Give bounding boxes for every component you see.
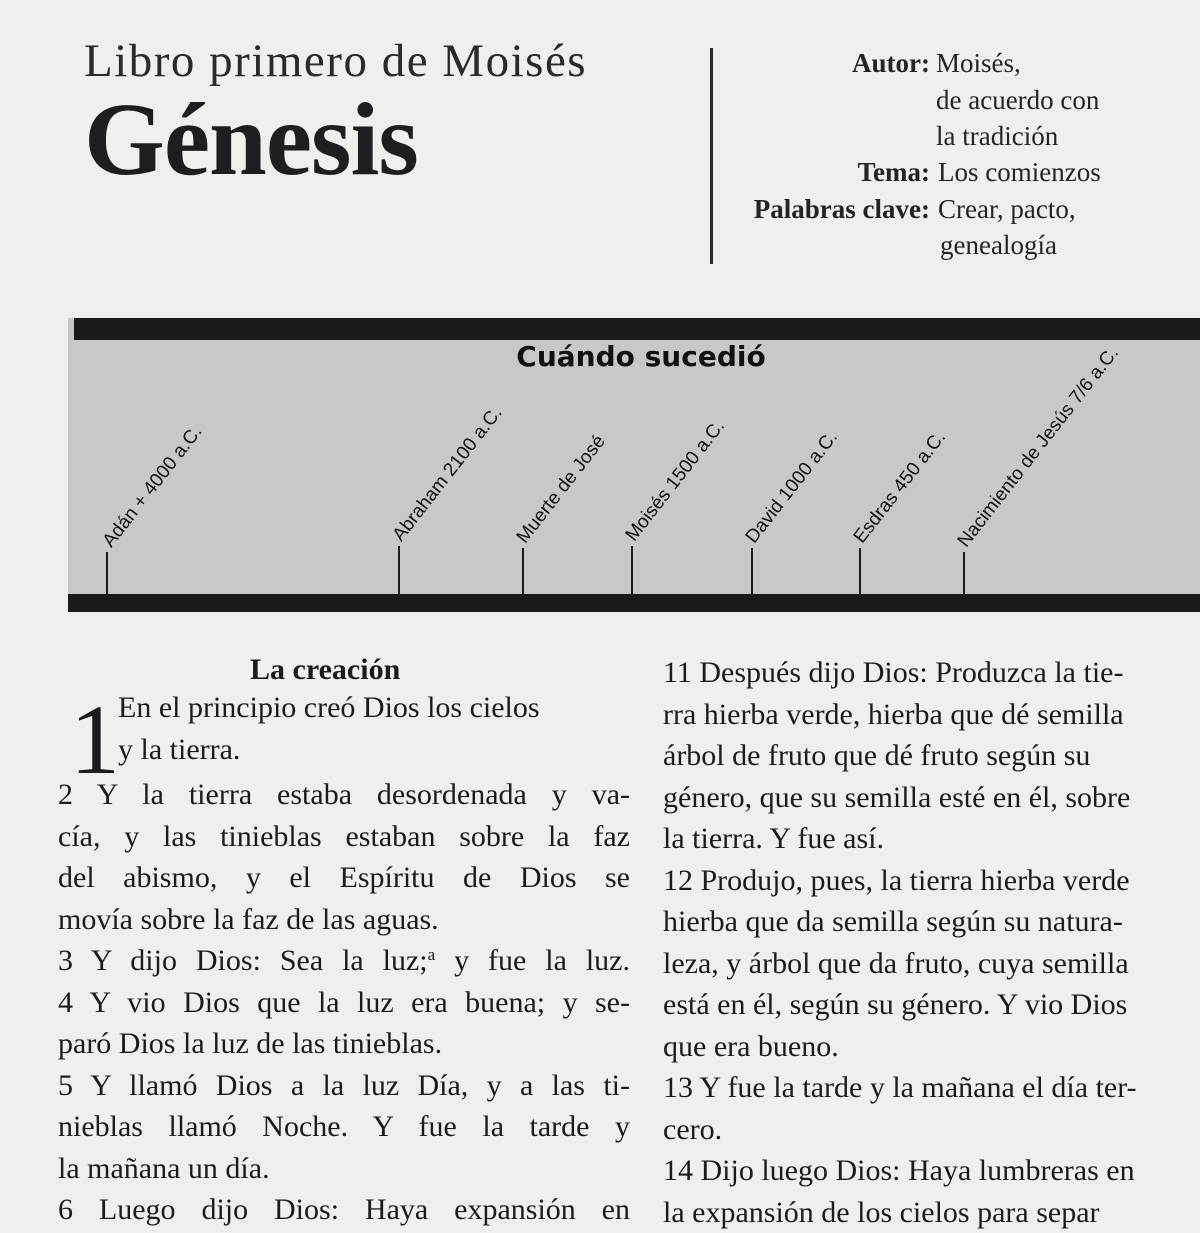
text-line: la tierra. Y fue así. (663, 818, 1200, 860)
author-label: Autor: (852, 48, 930, 79)
text-line: leza, y árbol que da fruto, cuya semilla (663, 943, 1200, 985)
text-line: 14 Dijo luego Dios: Haya lumbreras en (663, 1150, 1200, 1192)
text-line: rra hierba verde, hierba que dé semilla (663, 694, 1200, 736)
text-line: 4 Y vio Dios que la luz era buena; y se- (58, 982, 630, 1024)
timeline-tick-jose (522, 548, 524, 596)
book-subtitle: Libro primero de Moisés (84, 34, 587, 88)
timeline-event-david: David 1000 a.C. (742, 427, 843, 548)
timeline-event-esdras: Esdras 450 a.C. (850, 427, 951, 548)
right-column (663, 652, 1200, 1233)
theme-value: Los comienzos (938, 157, 1101, 188)
timeline-event-moises: Moisés 1500 a.C. (622, 416, 730, 546)
text-line: cía, y las tinieblas estaban sobre la faz (58, 816, 630, 858)
author-line-2: de acuerdo con (936, 85, 1099, 116)
keywords-line-1: Crear, pacto, (938, 194, 1076, 225)
timeline-tick-adan (106, 552, 108, 596)
timeline-top-bar (74, 318, 1200, 340)
author-line-1: Moisés, (936, 48, 1021, 79)
text-line: movía sobre la faz de las aguas. (58, 899, 630, 941)
timeline-tick-moises (631, 546, 633, 596)
timeline-bottom-bar (68, 594, 1200, 612)
text-line: está en él, según su género. Y vio Dios (663, 984, 1200, 1026)
author-line-3: la tradición (936, 121, 1058, 152)
timeline-tick-abraham (398, 546, 400, 596)
text-line: hierba que da semilla según su natura- (663, 901, 1200, 943)
text-line: 2 Y la tierra estaba desordenada y va- (58, 774, 630, 816)
text-line: paró Dios la luz de las tinieblas. (58, 1023, 630, 1065)
footnote-marker[interactable]: a (428, 945, 436, 964)
timeline-event-jose: Muerte de José (513, 431, 611, 548)
timeline-tick-jesus (963, 552, 965, 596)
verse-3-tail: y fue la luz. (435, 944, 630, 977)
text-line: 13 Y fue la tarde y la mañana el día ter- (663, 1067, 1200, 1109)
timeline-event-jesus: Nacimiento de Jesús 7/6 a.C. (954, 343, 1124, 552)
chapter-number: 1 (70, 690, 120, 790)
timeline-event-adan: Adán + 4000 a.C. (99, 421, 208, 552)
timeline-tick-esdras (859, 548, 861, 596)
text-line: árbol de fruto que dé fruto según su (663, 735, 1200, 777)
verse-3-text: 3 Y dijo Dios: Sea la luz; (58, 944, 428, 977)
keywords-label: Palabras clave: (754, 194, 930, 225)
text-line: cero. (663, 1109, 1200, 1151)
verse-1-line-1: En el principio creó Dios los cielos (118, 691, 540, 725)
text-line: género, que su semilla esté en él, sobre (663, 777, 1200, 819)
text-line: del abismo, y el Espíritu de Dios se (58, 857, 630, 899)
text-line: 11 Después dijo Dios: Produzca la tie- (663, 652, 1200, 694)
theme-label: Tema: (858, 157, 931, 188)
text-line: la expansión de los cielos para separ (663, 1192, 1200, 1233)
text-line: que era bueno. (663, 1026, 1200, 1068)
verse-3-line (58, 940, 630, 982)
text-line: 6 Luego dijo Dios: Haya expansión en (58, 1189, 630, 1231)
text-line: 12 Produjo, pues, la tierra hierba verde (663, 860, 1200, 902)
keywords-line-2: genealogía (940, 230, 1057, 261)
text-line: nieblas llamó Noche. Y fue la tarde y (58, 1106, 630, 1148)
text-line: la mañana un día. (58, 1148, 630, 1190)
text-line: 5 Y llamó Dios a la luz Día, y a las ti- (58, 1065, 630, 1107)
verse-1-line-2: y la tierra. (118, 733, 240, 767)
section-heading: La creación (250, 653, 400, 687)
timeline-tick-david (751, 548, 753, 596)
header-divider (710, 48, 713, 264)
timeline-event-abraham: Abraham 2100 a.C. (389, 403, 508, 546)
book-title: Génesis (84, 88, 418, 192)
left-column (58, 774, 630, 1231)
timeline-title: Cuándo sucedió (0, 340, 1200, 373)
